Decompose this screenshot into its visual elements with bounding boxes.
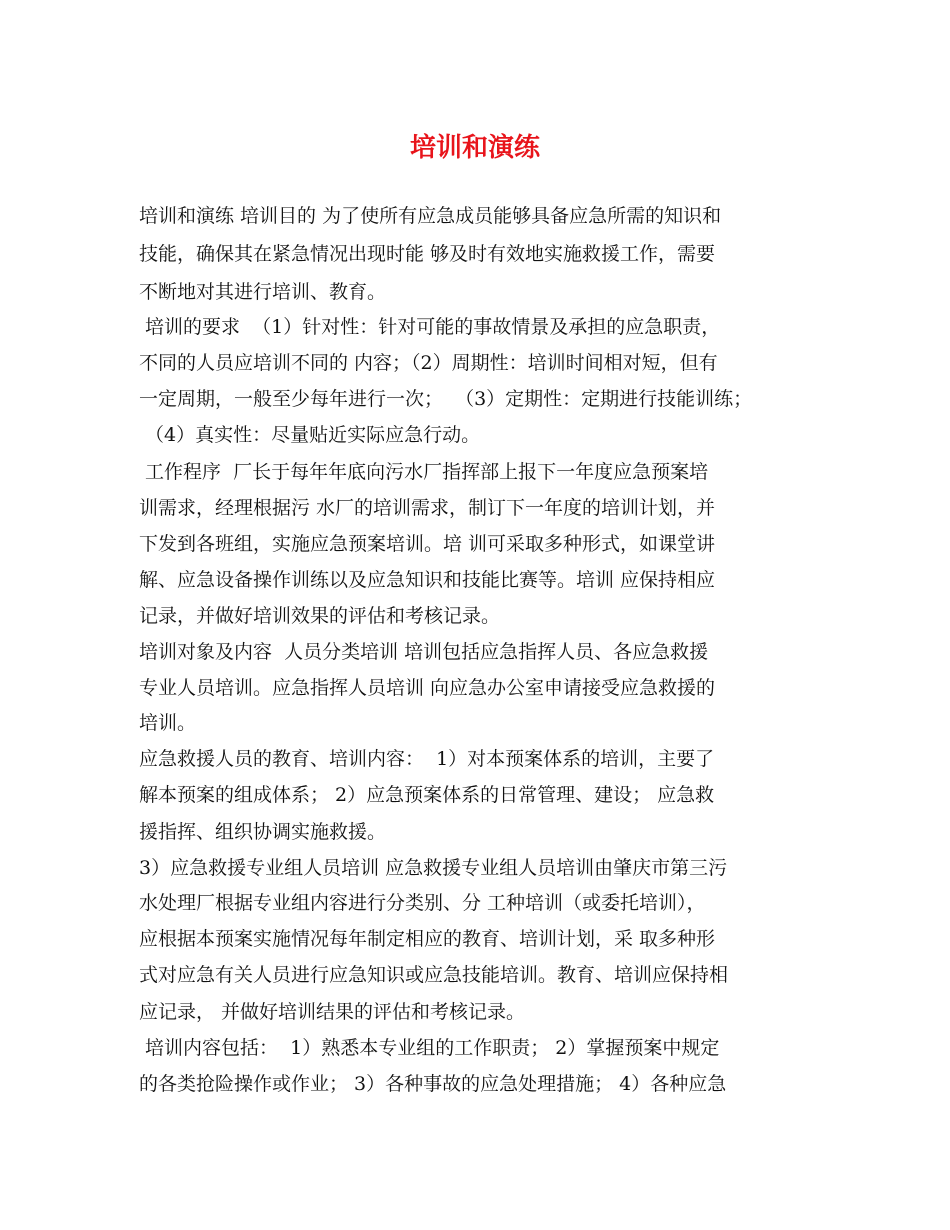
body-line: 式对应急有关人员进行应急知识或应急技能培训。教育、培训应保持相 (139, 964, 729, 986)
body-line: 援指挥、组织协调实施救援。 (139, 821, 387, 843)
body-line: 的各类抢险操作或作业； 3）各种事故的应急处理措施； 4）各种应急 (139, 1073, 727, 1095)
body-line: 应根据本预案实施情况每年制定相应的教育、培训计划，采 取多种形 (139, 928, 716, 950)
body-line: 一定周期，一般至少每年进行一次； （3）定期性：定期进行技能训练； (139, 388, 753, 410)
body-line: 应急救援人员的教育、培训内容： 1）对本预案体系的培训，主要了 (139, 748, 715, 770)
body-line: 水处理厂根据专业组内容进行分类别、分 工种培训（或委托培训）， (139, 892, 706, 914)
body-line: 培训。 (139, 712, 197, 734)
body-line: 专业人员培训。应急指挥人员培训 向应急办公室申请接受应急救援的 (139, 677, 716, 699)
body-line: （4）真实性：尽量贴近实际应急行动。 (139, 424, 481, 446)
body-line: 解本预案的组成体系； 2）应急预案体系的日常管理、建设； 应急救 (139, 784, 715, 806)
body-line: 记录，并做好培训效果的评估和考核记录。 (139, 605, 501, 627)
body-line: 不断地对其进行培训、教育。 (139, 281, 387, 303)
body-line: 不同的人员应培训不同的 内容；（2）周期性：培训时间相对短，但有 (139, 352, 718, 374)
body-line: 技能，确保其在紧急情况出现时能 够及时有效地实施救援工作，需要 (139, 243, 716, 265)
body-line: 解、应急设备操作训练以及应急知识和技能比赛等。培训 应保持相应 (139, 569, 716, 591)
body-line: 培训和演练 培训目的 为了使所有应急成员能够具备应急所需的知识和 (139, 205, 722, 227)
body-line: 工作程序 厂长于每年年底向污水厂指挥部上报下一年度应急预案培 (139, 461, 709, 483)
body-line: 下发到各班组，实施应急预案培训。培 训可采取多种形式，如课堂讲 (139, 533, 716, 555)
body-line: 应记录， 并做好培训结果的评估和考核记录。 (139, 1001, 526, 1023)
body-line: 培训对象及内容 人员分类培训 培训包括应急指挥人员、各应急救援 (139, 641, 709, 663)
body-line: 训需求，经理根据污 水厂的培训需求，制订下一年度的培训计划，并 (139, 497, 716, 519)
document-title: 培训和演练 (409, 133, 540, 163)
body-line: 培训内容包括： 1）熟悉本专业组的工作职责； 2）掌握预案中规定 (139, 1037, 720, 1059)
body-line: 培训的要求 （1）针对性：针对可能的事故情景及承担的应急职责， (139, 316, 721, 338)
body-line: 3）应急救援专业组人员培训 应急救援专业组人员培训由肇庆市第三污 (139, 857, 728, 879)
